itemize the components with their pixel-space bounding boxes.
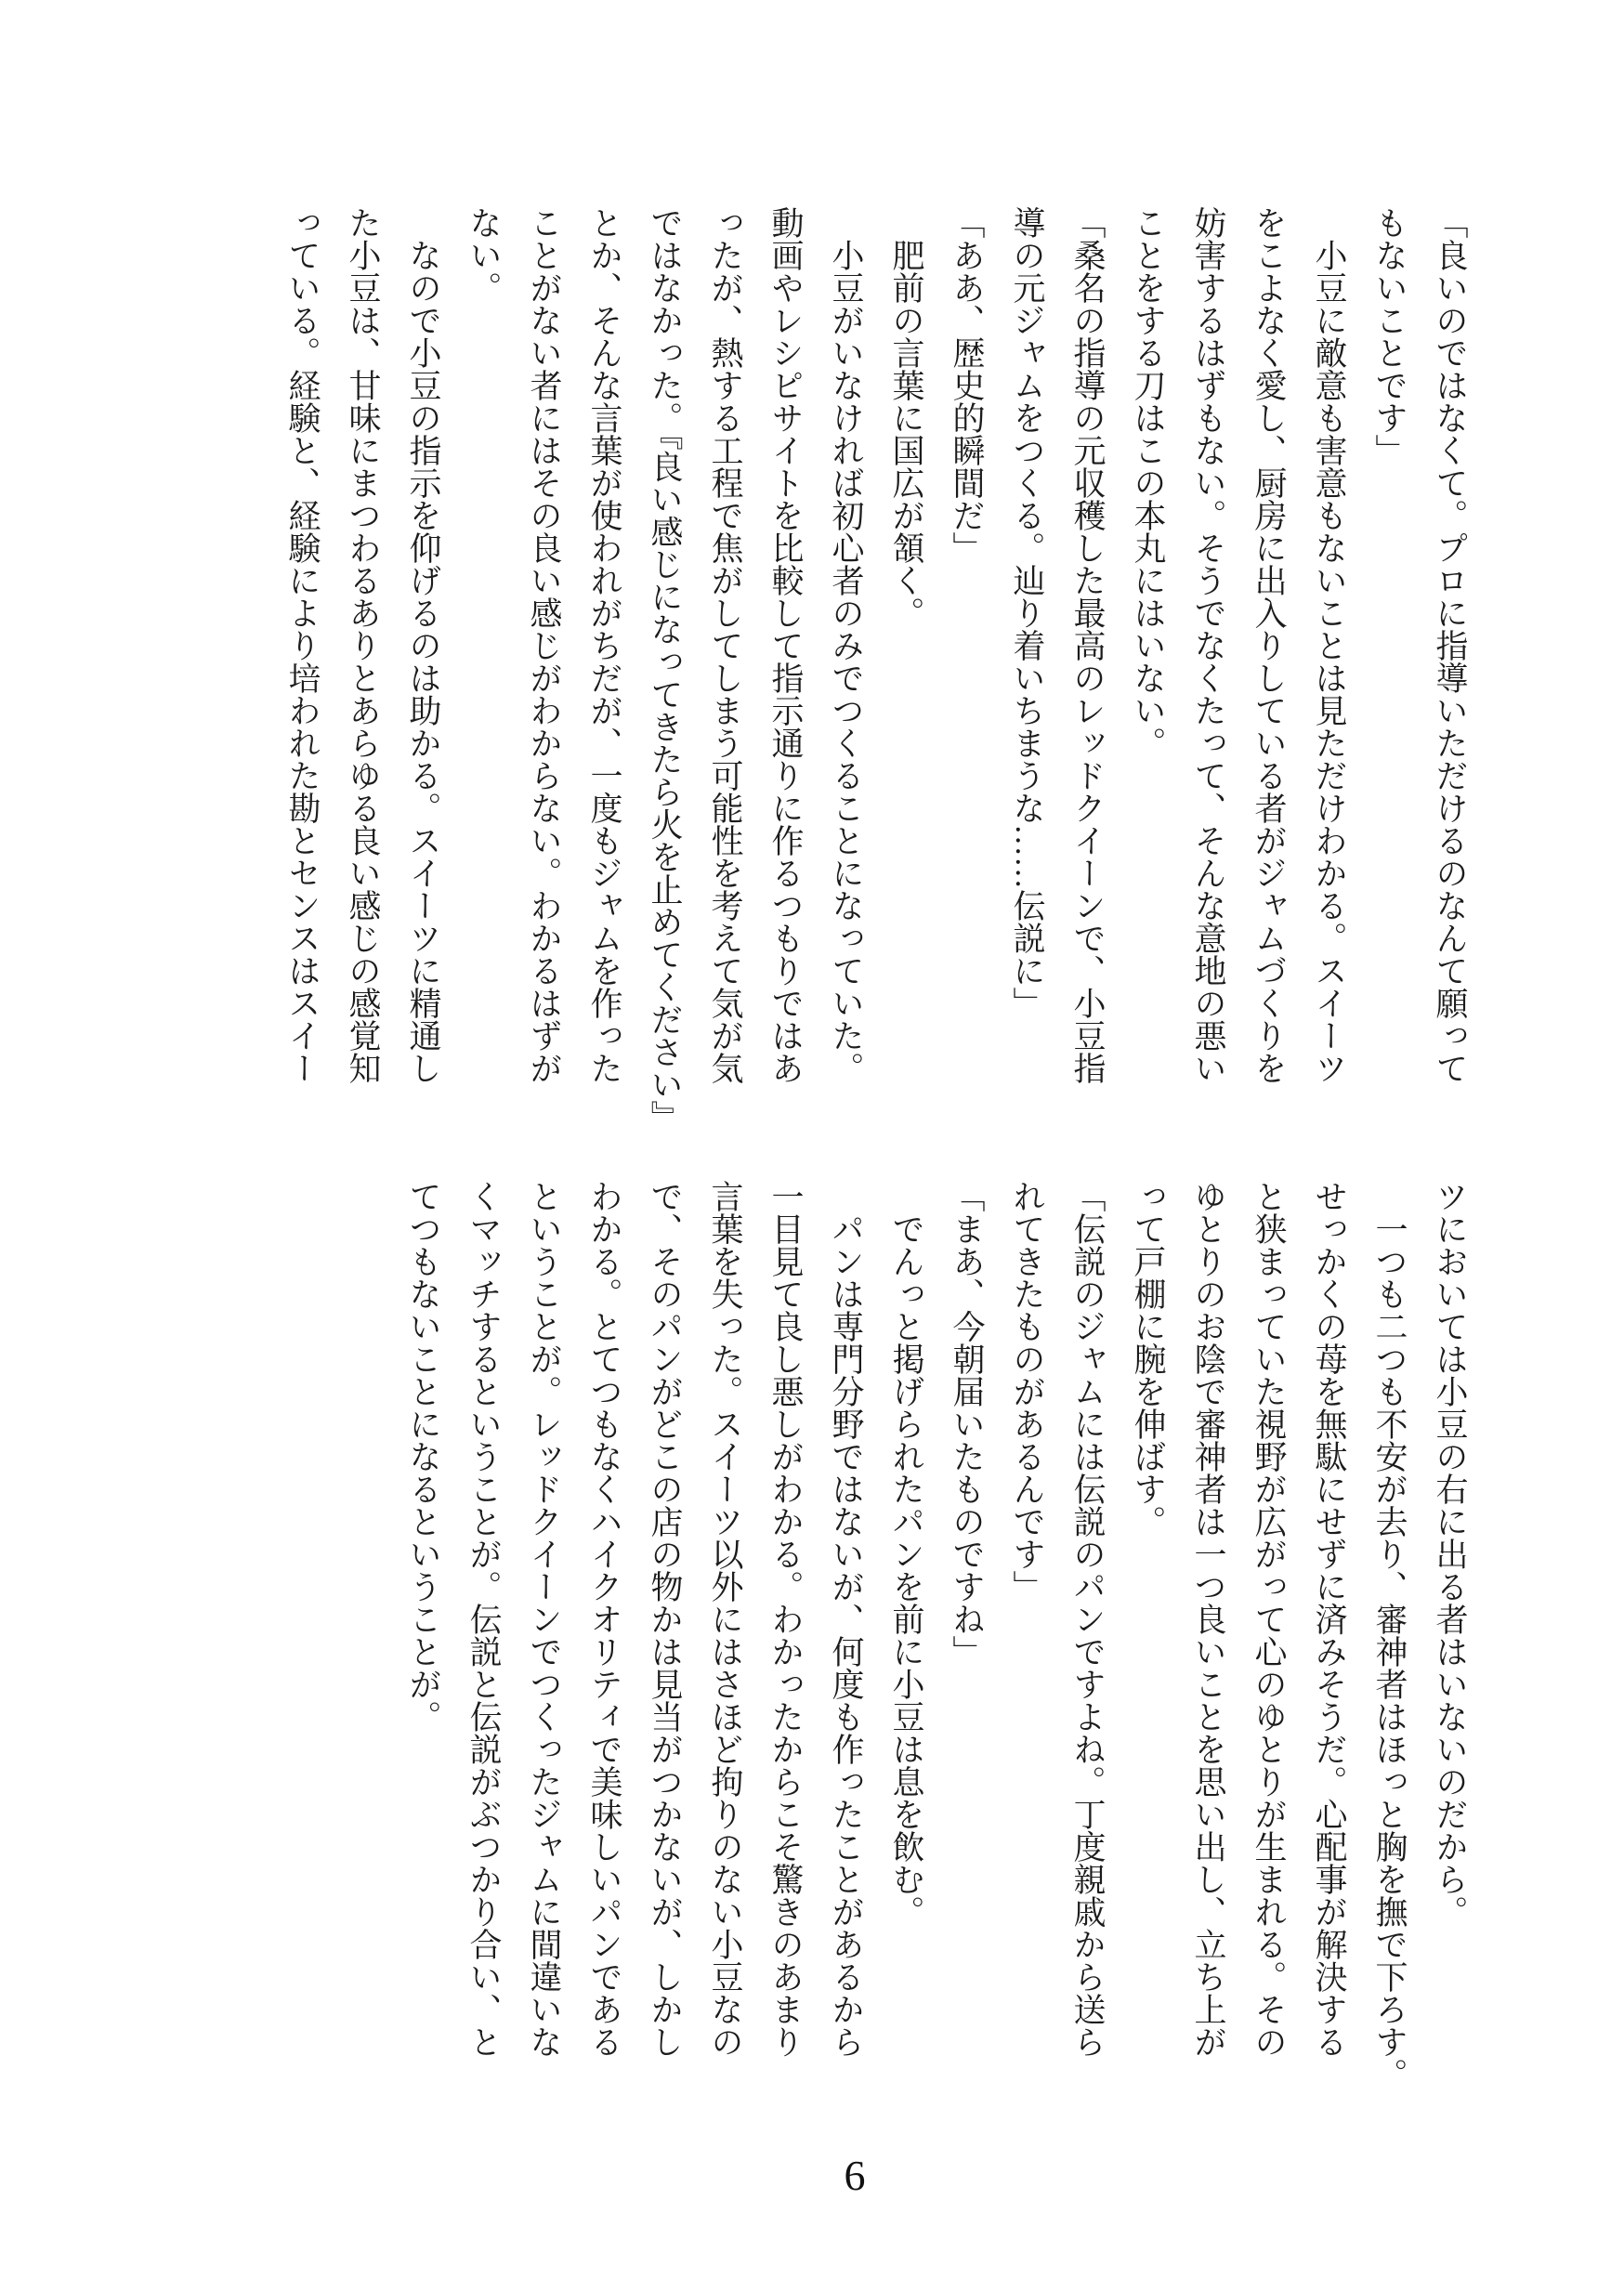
text-line: っている。経験と、経験により培われた勘とセンスはスイー — [284, 206, 321, 1084]
text-line: わかる。とてつもなくハイクオリティで美味しいパンである — [586, 1180, 622, 2058]
text-line: れてきたものがあるんです」 — [1009, 1180, 1045, 1603]
page-number: 6 — [844, 2152, 866, 2199]
text-line: なので小豆の指示を仰げるのは助かる。スイーツに精通し — [405, 206, 441, 1084]
text-line: とか、そんな言葉が使われがちだが、一度もジャムを作った — [586, 206, 622, 1084]
text-block-top — [272, 206, 1480, 1133]
text-line: 妨害するはずもない。そうでなくたって、そんな意地の悪い — [1190, 206, 1226, 1084]
text-line: をこよなく愛し、厨房に出入りしている者がジャムづくりを — [1251, 206, 1287, 1084]
text-line: ではなかった。『良い感じになってきたら火を止めてください』 — [647, 206, 683, 1133]
text-line: てつもないことになるということが。 — [405, 1180, 441, 1733]
text-line: 一つも二つも不安が去り、審神者はほっと胸を撫で下ろす。 — [1371, 1180, 1408, 2090]
text-line: せっかくの苺を無駄にせずに済みそうだ。心配事が解決する — [1311, 1180, 1347, 2058]
text-line: た小豆は、甘味にまつわるありとあらゆる良い感じの感覚知 — [345, 206, 381, 1084]
text-line: 「桑名の指導の元収穫した最高のレッドクイーンで、小豆指 — [1069, 206, 1106, 1084]
text-line: 「良いのではなくて。プロに指導いただけるのなんて願って — [1432, 206, 1468, 1084]
text-line: くマッチするということが。伝説と伝説がぶつかり合い、と — [465, 1180, 502, 2058]
text-line: でんっと掲げられたパンを前に小豆は息を飲む。 — [888, 1180, 924, 1928]
text-line: って戸棚に腕を伸ばす。 — [1130, 1180, 1166, 1538]
text-line: ない。 — [465, 206, 502, 304]
text-line: 「まあ、今朝届いたものですね」 — [949, 1180, 985, 1668]
text-line: で、そのパンがどこの店の物かは見当がつかないが、しかし — [647, 1180, 683, 2058]
text-line: ったが、熱する工程で焦がしてしまう可能性を考えて気が気 — [707, 206, 743, 1084]
text-line: 動画やレシピサイトを比較して指示通りに作るつもりではあ — [767, 206, 804, 1084]
text-line: ゆとりのお陰で審神者は一つ良いことを思い出し、立ち上が — [1190, 1180, 1226, 2058]
text-line: パンは専門分野ではないが、何度も作ったことがあるから — [828, 1180, 864, 2058]
text-line: ということが。レッドクイーンでつくったジャムに間違いな — [526, 1180, 562, 2058]
text-line: 肥前の言葉に国広が頷く。 — [888, 206, 924, 629]
text-line: ことをする刀はこの本丸にはいない。 — [1130, 206, 1166, 759]
text-line: 「ああ、歴史的瞬間だ」 — [949, 206, 985, 564]
text-line: 言葉を失った。スイーツ以外にはさほど拘りのない小豆なの — [707, 1180, 743, 2058]
text-line: と狭まっていた視野が広がって心のゆとりが生まれる。その — [1251, 1180, 1287, 2058]
text-line: 小豆に敵意も害意もないことは見ただけわかる。スイーツ — [1311, 206, 1347, 1084]
text-line: ツにおいては小豆の右に出る者はいないのだから。 — [1432, 1180, 1468, 1928]
text-line: 一目見て良し悪しがわかる。わかったからこそ驚きのあまり — [767, 1180, 804, 2058]
text-line: 導の元ジャムをつくる。辿り着いちまうな……伝説に」 — [1009, 206, 1045, 1019]
text-line: もないことです」 — [1371, 206, 1408, 466]
text-line: 「伝説のジャムには伝説のパンですよね。丁度親戚から送ら — [1069, 1180, 1106, 2058]
text-line: 小豆がいなければ初心者のみでつくることになっていた。 — [828, 206, 864, 1084]
text-block-bottom — [393, 1180, 1480, 2090]
text-line: ことがない者にはその良い感じがわからない。わかるはずが — [526, 206, 562, 1084]
